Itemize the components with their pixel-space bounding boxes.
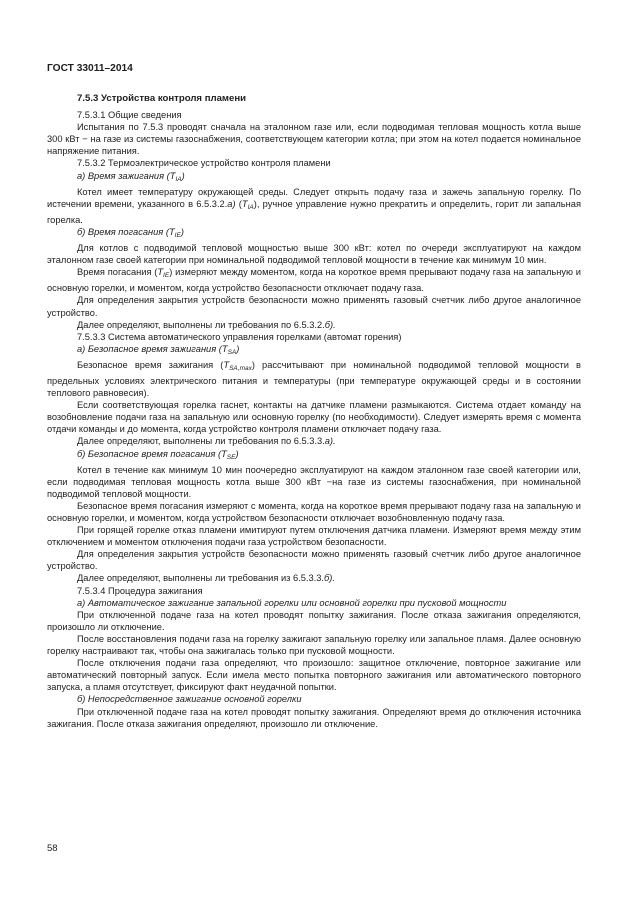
item-label-safety-ignition-time: а) Безопасное время зажигания $(T_{SA})$	[77, 343, 240, 356]
paragraph: Далее определяют, выполнены ли требования по 6.5.3.2.б).	[77, 319, 336, 330]
paragraph: Если соответствующая горелка гаснет, контакты на датчике пламени размыкаются. Система отдает команду на возобновление подачи газа на запальную или основную горелку (по необходимости). Следует измерять время с момента отдачи команды и до момента, когда устройство контроля пламени отключает подачу газа.	[47, 400, 581, 435]
paragraph: Испытания по 7.5.3 проводят сначала на эталонном газе или, если подводимая тепловая мощность котла выше 300 кВт − на газе из системы газоснабжения, соответствующем категории котла; при этом на котел подается номинальное напряжение питания.	[47, 122, 581, 157]
subsection-heading-7532: 7.5.3.2 Термоэлектрическое устройство контроля пламени	[77, 158, 331, 169]
document-body	[47, 93, 581, 730]
paragraph: Безопасное время погасания измеряют с момента, когда на короткое время прерывают подачу газа на запальную и основную горелки, и моментом, когда устройством безопасности отключает возобновленную подачу газа.	[47, 500, 581, 523]
paragraph: После отключения подачи газа определяют, что произошло: защитное отключение, повторное зажигание или автоматический повторный запуск. Если имела место попытка повторного зажигания или автоматического повторного запуска, а пламя отсутствует, фиксируют факт неудачной попытки.	[47, 658, 581, 693]
paragraph: Котел имеет температуру окружающей среды. Следует открыть подачу газа и зажечь запальную горелку. По истечении времени, указанного в 6.5.3.2.а) $(T_{IA})$, ручное управление нужно прекратить и определить, горит ли запальная горелка.	[47, 186, 581, 225]
item-label-extinction-time: б) Время погасания $(T_{IE})$	[77, 226, 184, 239]
subsection-heading-7533: 7.5.3.3 Система автоматического управления горелками (автомат горения)	[77, 331, 402, 342]
paragraph: Котел в течение как минимум 10 мин поочередно эксплуатируют на каждом эталонном газе своей категории или, если подводимая тепловая мощность котла выше 300 кВт −на газе из системы газоснабжения, при номинальной подводимой тепловой мощности.	[47, 464, 581, 499]
section-title: 7.5.3 Устройства контроля пламени	[77, 93, 247, 104]
standard-header: ГОСТ 33011–2014	[47, 63, 133, 74]
item-label-direct-ignition: б) Непосредственное зажигание основной горелки	[77, 694, 302, 705]
paragraph: Безопасное время зажигания $(T_{SA,max})$ рассчитывают при номинальной подводимой тепловой мощности в предельных условиях электрического питания и температуры (при температуре окружающей среды и в состоянии теплового равновесия).	[47, 359, 581, 399]
page-number: 58	[47, 843, 58, 854]
paragraph: Далее определяют, выполнены ли требования из 6.5.3.3.б).	[77, 573, 335, 584]
paragraph: Для определения закрытия устройств безопасности можно применять газовый счетчик либо другое аналогичное устройство.	[47, 549, 581, 572]
paragraph: После восстановления подачи газа на горелку зажигают запальную горелку или запальное пламя. Далее основную горелку настраивают так, чтобы она зажигалась только при пусковой мощности.	[47, 633, 581, 657]
item-label-safety-extinction-time: б) Безопасное время погасания $(T_{SE})$	[77, 448, 239, 461]
paragraph: При отключенной подаче газа на котел проводят попытку зажигания. После отказа зажигания определяются, произошло ли отключение.	[47, 609, 581, 632]
subsection-heading-7531: 7.5.3.1 Общие сведения	[77, 110, 182, 121]
paragraph: Далее определяют, выполнены ли требования по 6.5.3.3.а).	[77, 436, 336, 447]
paragraph: Время погасания $(T_{IE})$ измеряют между моментом, когда на короткое время прерывают подачу газа на запальную и основную горелки, и моментом, когда устройство безопасности отключает подачу газа.	[47, 267, 581, 294]
item-label-ignition-time: а) Время зажигания $(T_{IA})$	[77, 170, 185, 183]
paragraph: При отключенной подаче газа на котел проводят попытку зажигания. Определяют время до отключения источника зажигания. После отказа зажигания определяют, произошло ли отключение.	[47, 706, 581, 729]
paragraph: Для определения закрытия устройств безопасности можно применять газовый счетчик либо другое аналогичное устройство.	[47, 295, 581, 318]
subsection-heading-7534: 7.5.3.4 Процедура зажигания	[77, 585, 203, 596]
item-label-automatic-ignition: а) Автоматическое зажигание запальной горелки или основной горелки при пусковой мощности	[77, 597, 507, 608]
paragraph: Для котлов с подводимой тепловой мощностью выше 300 кВт: котел по очереди эксплуатируют на каждом эталонном газе своей категории при номинальной подводимой тепловой мощности в течение как минимум 10 мин.	[47, 243, 581, 266]
paragraph: При горящей горелке отказ пламени имитируют путем отключения датчика пламени. Измеряют время между этим отключением и моментом отключения подачи газа устройством безопасности.	[47, 525, 581, 548]
